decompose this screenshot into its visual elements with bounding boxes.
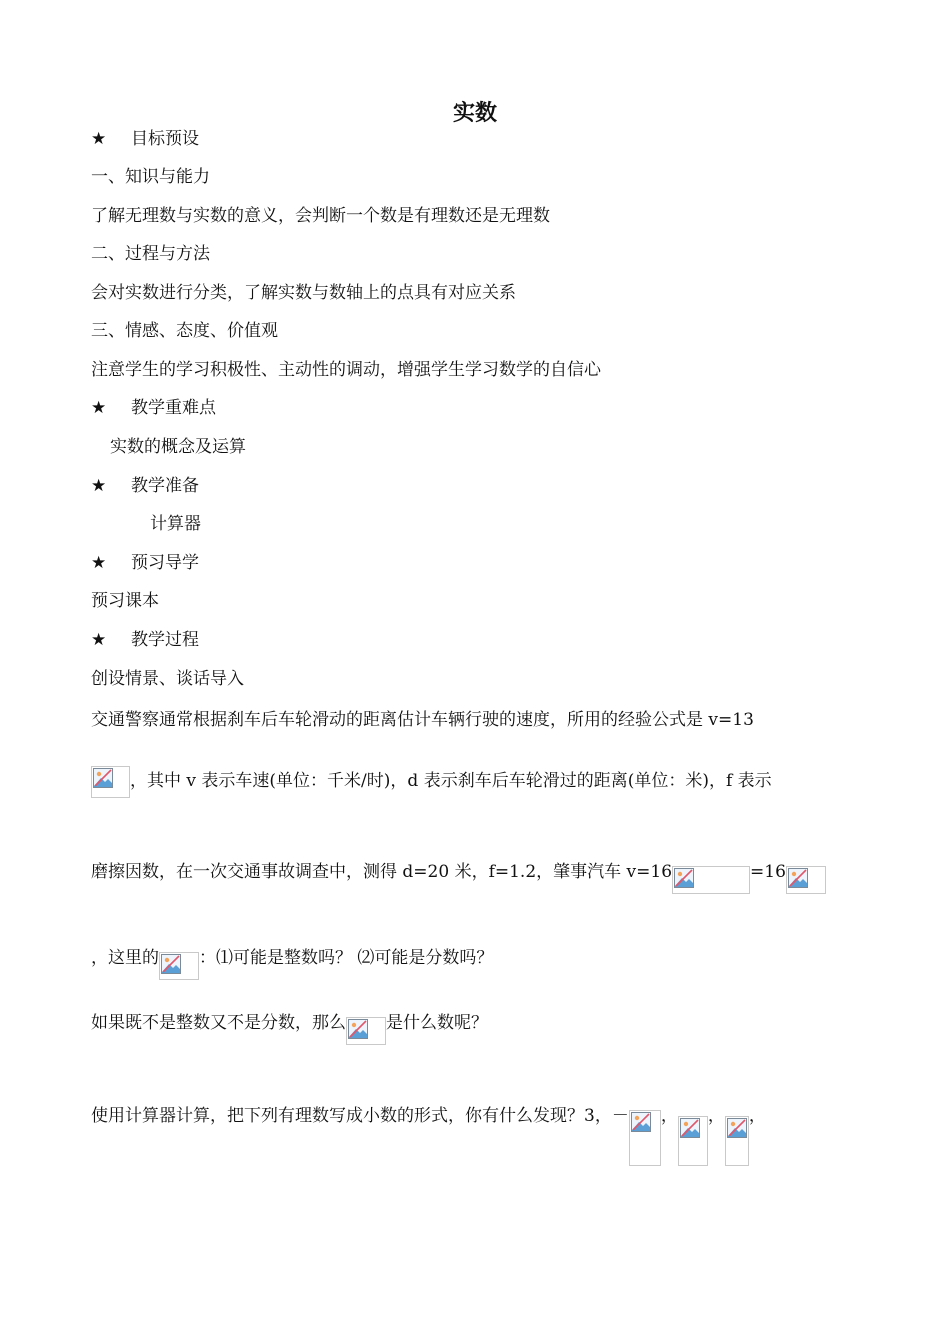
broken-image-icon [725, 1116, 749, 1166]
paragraph-4: ，这里的 ：⑴可能是整数吗？ ⑵可能是分数吗？ [91, 936, 493, 966]
intro-text: 创设情景、谈话导入 [91, 669, 244, 689]
emotion-heading: 三、情感、态度、价值观 [91, 321, 278, 341]
preview-text: 预习课本 [91, 591, 159, 611]
broken-image-icon [91, 766, 130, 798]
paragraph-3: 磨擦因数，在一次交通事故调查中，测得 d=20 米，f=1.2，肇事汽车 v=16 =16 [91, 850, 826, 882]
emotion-text: 注意学生的学习积极性、主动性的调动，增强学生学习数学的自信心 [91, 360, 601, 380]
page-title: 实数 [452, 101, 497, 126]
goals-heading: ★ 目标预设 [91, 129, 199, 149]
star-icon: ★ [91, 630, 107, 650]
preview-heading: ★ 预习导学 [91, 553, 199, 573]
process-text: 会对实数进行分类，了解实数与数轴上的点具有对应关系 [91, 283, 516, 303]
process-heading: 二、过程与方法 [91, 244, 210, 264]
paragraph-1: 交通警察通常根据刹车后车轮滑动的距离估计车辆行驶的速度，所用的经验公式是 v=13 [91, 710, 754, 730]
broken-image-icon [159, 952, 199, 980]
keypoints-heading: ★ 教学重难点 [91, 398, 216, 418]
star-icon: ★ [91, 398, 107, 418]
knowledge-text: 了解无理数与实数的意义，会判断一个数是有理数还是无理数 [91, 206, 550, 226]
broken-image-icon [629, 1110, 661, 1166]
broken-image-icon [786, 866, 826, 894]
teaching-process-heading: ★ 教学过程 [91, 630, 199, 650]
broken-image-icon [672, 866, 750, 894]
star-icon: ★ [91, 476, 107, 496]
paragraph-5: 如果既不是整数又不是分数，那么 是什么数呢？ [91, 1001, 488, 1031]
knowledge-heading: 一、知识与能力 [91, 167, 210, 187]
paragraph-2: ，其中 v 表示车速(单位：千米/时)，d 表示刹车后车轮滑过的距离(单位：米)，f 表示 [91, 764, 772, 798]
broken-image-icon [346, 1017, 386, 1045]
star-icon: ★ [91, 553, 107, 573]
broken-image-icon [678, 1116, 708, 1166]
prep-heading: ★ 教学准备 [91, 476, 199, 496]
prep-text: 计算器 [150, 514, 201, 534]
paragraph-6: 使用计算器计算，把下列有理数写成小数的形式，你有什么发现？3，－ ， ， ， [91, 1066, 766, 1124]
keypoints-text: 实数的概念及运算 [110, 437, 246, 457]
star-icon: ★ [91, 129, 107, 149]
